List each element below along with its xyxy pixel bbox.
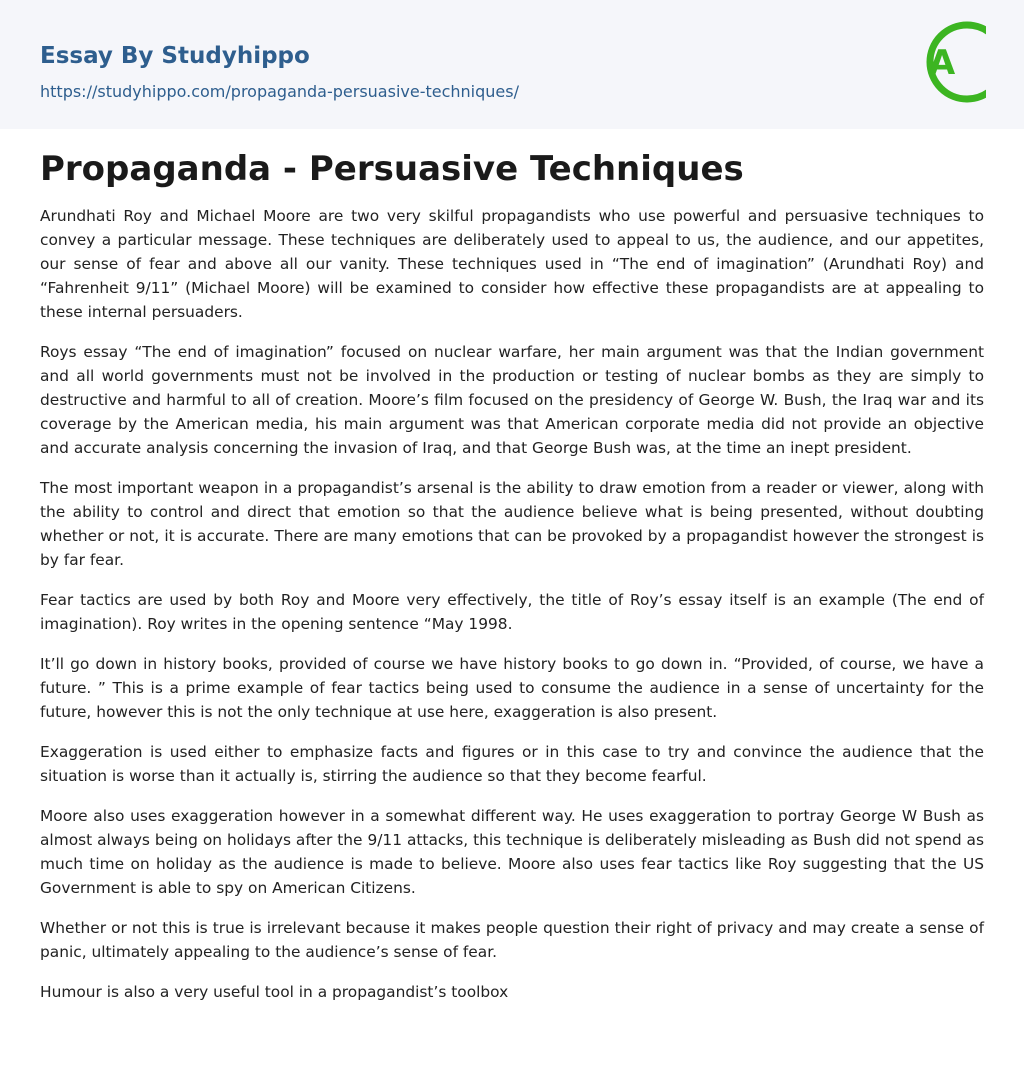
- article: [0, 147, 1024, 1004]
- article-url-link[interactable]: https://studyhippo.com/propaganda-persuasive-techniques/: [40, 82, 519, 101]
- article-paragraph-7: Moore also uses exaggeration however in a somewhat different way. He uses exaggeration to portray George W Bush as almost always being on holidays after the 9/11 attacks, this technique is deliberately misleading as Bush did not spend as much time on holiday as the audience is made to believe. Moore also uses fear tactics like Roy suggesting that the US Government is able to spy on American Citizens.: [40, 807, 984, 897]
- studyhippo-logo-icon[interactable]: [916, 18, 986, 106]
- article-paragraph-1: Arundhati Roy and Michael Moore are two very skilful propagandists who use powerful and persuasive techniques to convey a particular message. These techniques are deliberately used to appeal to us, the audience, and our appetites, our sense of fear and above all our vanity. These techniques used in “The end of imagination” (Arundhati Roy) and “Fahrenheit 9/11” (Michael Moore) will be examined to consider how effective these propagandists are at appealing to these internal persuaders.: [40, 207, 984, 321]
- article-title: Propaganda - Persuasive Techniques: [40, 149, 744, 189]
- article-paragraph-4: Fear tactics are used by both Roy and Moore very effectively, the title of Roy’s essay itself is an example (The end of imagination). Roy writes in the opening sentence “May 1998.: [40, 591, 984, 633]
- site-header: [0, 0, 1024, 129]
- article-paragraph-8: Whether or not this is true is irrelevant because it makes people question their right of privacy and may create a sense of panic, ultimately appealing to the audience’s sense of fear.: [40, 919, 984, 961]
- article-paragraph-9: Humour is also a very useful tool in a propagandist’s toolbox: [40, 983, 509, 1001]
- article-paragraph-2: Roys essay “The end of imagination” focused on nuclear warfare, her main argument was that the Indian government and all world governments must not be involved in the production or testing of nuclear bombs as they are simply to destructive and harmful to all of creation. Moore’s film focused on the presidency of George W. Bush, the Iraq war and its coverage by the American media, his main argument was that American corporate media did not provide an objective and accurate analysis concerning the invasion of Iraq, and that George Bush was, at the time an inept president.: [40, 343, 984, 457]
- brand-title[interactable]: Essay By Studyhippo: [40, 43, 310, 69]
- logo-letter: A: [928, 43, 956, 83]
- article-paragraph-5: It’ll go down in history books, provided of course we have history books to go down in. “Provided, of course, we have a future. ” This is a prime example of fear tactics being used to consume the audience in a sense of uncertainty for the future, however this is not the only technique at use here, exaggeration is also present.: [40, 655, 984, 721]
- article-paragraph-6: Exaggeration is used either to emphasize facts and figures or in this case to try and convince the audience that the situation is worse than it actually is, stirring the audience so that they become fearful.: [40, 743, 984, 785]
- article-paragraph-3: The most important weapon in a propagandist’s arsenal is the ability to draw emotion from a reader or viewer, along with the ability to control and direct that emotion so that the audience believe what is being presented, without doubting whether or not, it is accurate. There are many emotions that can be provoked by a propagandist however the strongest is by far fear.: [40, 479, 984, 569]
